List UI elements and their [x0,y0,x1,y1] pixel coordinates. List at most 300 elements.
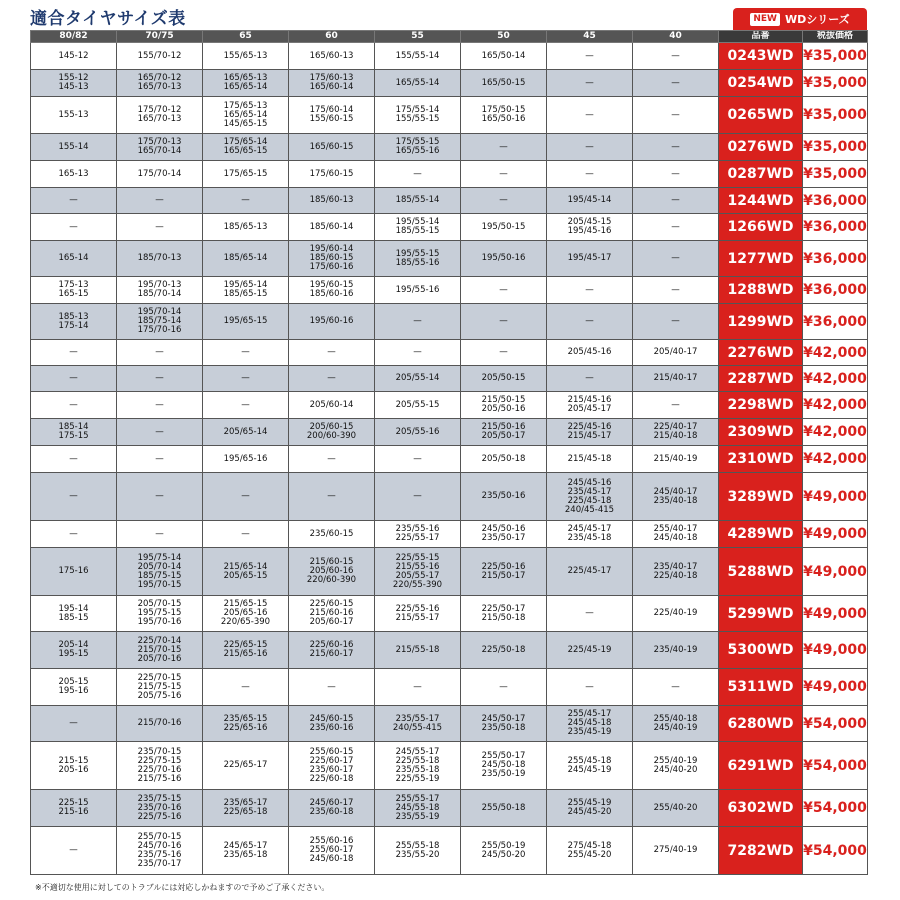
cell-size-80-82 [31,392,117,419]
tire-size-text: 275/45-18 [567,840,612,851]
cell-size-80-82 [31,827,117,875]
cell-size-80-82 [31,596,117,632]
cell-size-80-82 [31,97,117,134]
tire-size-text: 255/60-15 [309,746,354,757]
cell-size-60 [289,97,375,134]
cell-size-50 [461,392,547,419]
cell-size-50 [461,790,547,827]
cell-size-80-82 [31,366,117,392]
tire-size-text: 205/65-14 [223,426,268,437]
cell-size-80-82 [31,241,117,277]
tire-size-text: — [69,221,78,232]
tire-size-text: 225/40-19 [653,608,698,618]
cell-size-60 [289,742,375,790]
tire-size-text: 245/45-19 [567,764,612,775]
tire-size-text: 155/55-14 [395,50,440,61]
header-part-number: 品番 [719,31,803,43]
tire-size-text: 185/55-15 [395,226,440,236]
tire-size-text: 145-12 [58,50,89,61]
tire-size-text: — [499,347,508,357]
cell-size-45 [547,419,633,446]
cell-size-70-75 [117,43,203,70]
tire-size-text: 225/55-17 [395,533,440,543]
tire-size-text: 235/50-19 [481,769,526,779]
price: ¥54,000 [803,742,868,790]
table-row [31,446,868,473]
tire-size-text: — [499,168,508,179]
cell-size-50 [461,473,547,521]
cell-size-45 [547,304,633,340]
table-row [31,241,868,277]
cell-size-80-82 [31,669,117,706]
price: ¥54,000 [803,790,868,827]
tire-size-text: 235/70-16 [137,802,182,813]
tire-size-text: — [241,528,250,539]
tire-size-text: 225/70-14 [137,635,182,646]
cell-size-70-75 [117,392,203,419]
tire-size-text: 215/55-17 [395,612,440,623]
cell-size-65 [203,790,289,827]
cell-size-80-82 [31,161,117,188]
cell-size-45 [547,827,633,875]
tire-size-text: 235/45-18 [567,533,612,543]
cell-size-40 [633,214,719,241]
table-row [31,392,868,419]
tire-size-text: — [69,718,78,728]
cell-size-55 [375,340,461,366]
tire-size-text: 185-15 [58,612,89,623]
cell-size-45 [547,521,633,548]
tire-size-text: 205/50-15 [481,373,526,383]
tire-size-text: 225/55-15 [395,552,440,563]
cell-size-50 [461,241,547,277]
table-row [31,188,868,214]
cell-size-60 [289,790,375,827]
cell-size-65 [203,214,289,241]
cell-size-65 [203,632,289,669]
cell-size-45 [547,790,633,827]
tire-size-text: 205/55-14 [395,373,440,383]
cell-size-50 [461,161,547,188]
price: ¥35,000 [803,43,868,70]
cell-size-65 [203,446,289,473]
table-row [31,596,868,632]
tire-size-text: — [155,453,164,464]
cell-size-70-75 [117,97,203,134]
cell-size-40 [633,632,719,669]
tire-size-text: 245/45-20 [567,807,612,817]
cell-size-55 [375,669,461,706]
tire-size-text: — [585,50,594,61]
tire-size-text: 225/60-18 [309,773,354,784]
cell-size-55 [375,161,461,188]
page-title: 適合タイヤサイズ表 [30,9,186,29]
tire-size-text: 215/65-14 [223,561,268,572]
cell-size-80-82 [31,70,117,97]
cell-size-55 [375,277,461,304]
tire-size-text: 175-16 [58,566,89,576]
cell-size-70-75 [117,790,203,827]
cell-size-65 [203,134,289,161]
tire-size-text: 185/65-15 [223,289,268,299]
tire-size-text: 215-15 [58,755,89,766]
cell-size-55 [375,97,461,134]
tire-size-text: 195/55-16 [395,284,440,295]
cell-size-55 [375,596,461,632]
part-number: 5288WD [719,548,803,596]
cell-size-55 [375,706,461,742]
cell-size-50 [461,43,547,70]
cell-size-50 [461,188,547,214]
tire-size-text: — [413,316,422,326]
tire-size-text: — [69,528,78,539]
cell-size-55 [375,43,461,70]
tire-size-text: 235/45-19 [567,727,612,737]
tire-size-text: — [585,77,594,88]
tire-size-text: 195/65-15 [223,316,268,326]
part-number: 2276WD [719,340,803,366]
cell-size-65 [203,340,289,366]
tire-size-text: 205/70-16 [137,653,182,664]
cell-size-65 [203,304,289,340]
cell-size-45 [547,596,633,632]
tire-size-text: 205/50-17 [481,431,526,441]
tire-size-text: 175-13 [58,280,89,290]
tire-size-text: — [69,491,78,501]
tire-size-text: 175/70-13 [137,137,182,147]
tire-size-text: 225/70-16 [137,764,182,775]
header-aspect-80-82: 80/82 [31,31,117,43]
tire-size-text: — [499,141,508,152]
tire-size-text: 195/70-15 [137,579,182,590]
tire-size-text: 255/40-17 [653,524,698,534]
cell-size-60 [289,43,375,70]
cell-size-55 [375,521,461,548]
tire-size-text: — [327,681,336,692]
tire-size-text: 155-13 [58,109,89,120]
tire-size-text: 255/45-18 [567,755,612,766]
header-aspect-65: 65 [203,31,289,43]
tire-size-text: 205/45-17 [567,404,612,414]
tire-size-text: — [241,373,250,383]
cell-size-55 [375,419,461,446]
tire-size-text: — [585,109,594,120]
header-aspect-45: 45 [547,31,633,43]
tire-size-text: 215/40-19 [653,453,698,464]
price: ¥49,000 [803,473,868,521]
cell-size-80-82 [31,419,117,446]
tire-size-text: 205/50-18 [481,453,526,464]
series-badge [733,8,867,30]
tire-size-text: 255/45-20 [567,849,612,860]
tire-size-text: 205/70-14 [137,561,182,572]
tire-size-text: 215/45-17 [567,431,612,441]
cell-size-40 [633,596,719,632]
tire-size-text: — [671,221,680,232]
cell-size-55 [375,188,461,214]
part-number: 2298WD [719,392,803,419]
part-number: 0243WD [719,43,803,70]
cell-size-70-75 [117,419,203,446]
tire-size-text: 165/65-13 [223,73,268,83]
tire-size-text: 185/70-13 [137,253,182,263]
tire-size-text: 175/55-14 [395,105,440,115]
cell-size-65 [203,521,289,548]
tire-size-text: 225/40-17 [653,422,698,432]
cell-size-65 [203,277,289,304]
tire-size-text: — [585,316,594,326]
part-number: 2309WD [719,419,803,446]
cell-size-50 [461,596,547,632]
tire-size-text: 205/40-17 [653,347,698,357]
tire-size-text: 175-15 [58,431,89,441]
tire-size-text: 165/70-13 [137,82,182,92]
cell-size-40 [633,521,719,548]
tire-size-text: 205/60-14 [309,399,354,410]
tire-size-text: 255/45-19 [567,798,612,808]
price: ¥36,000 [803,214,868,241]
tire-size-text: 245/55-17 [395,746,440,757]
tire-size-text: 175/55-15 [395,137,440,147]
tire-size-text: 235/75-16 [137,849,182,860]
tire-size-text: — [499,284,508,295]
tire-size-text: 195/45-17 [567,253,612,263]
tire-size-text: 255/40-19 [653,755,698,766]
cell-size-60 [289,548,375,596]
tire-size-text: 195/60-15 [309,280,354,290]
cell-size-65 [203,827,289,875]
price: ¥54,000 [803,706,868,742]
tire-size-table [30,30,868,875]
tire-size-text: 245/40-20 [653,764,698,775]
tire-size-text: 235/75-15 [137,793,182,804]
table-row [31,742,868,790]
tire-size-text: 195/75-14 [137,552,182,563]
cell-size-80-82 [31,790,117,827]
tire-size-text: 195-15 [58,649,89,659]
tire-size-text: — [155,221,164,232]
cell-size-50 [461,214,547,241]
tire-size-text: 205/55-15 [395,399,440,410]
cell-size-70-75 [117,632,203,669]
tire-size-text: 225/45-16 [567,422,612,432]
price: ¥49,000 [803,521,868,548]
cell-size-65 [203,473,289,521]
tire-size-text: 245/45-18 [567,718,612,728]
tire-size-text: 165/70-14 [137,146,182,156]
tire-size-text: 225/65-16 [223,722,268,733]
part-number: 5299WD [719,596,803,632]
tire-size-text: — [155,426,164,437]
cell-size-70-75 [117,669,203,706]
tire-size-text: 255/60-16 [309,836,354,846]
tire-size-text: 245/50-17 [481,713,526,724]
cell-size-65 [203,548,289,596]
cell-size-70-75 [117,134,203,161]
tire-size-text: 225/65-17 [223,760,268,770]
part-number: 1288WD [719,277,803,304]
tire-size-text: — [69,453,78,464]
cell-size-40 [633,419,719,446]
tire-size-text: 245/55-18 [395,802,440,813]
tire-size-text: 255/60-17 [309,845,354,855]
cell-size-70-75 [117,473,203,521]
cell-size-55 [375,241,461,277]
tire-size-text: 225/45-18 [567,495,612,506]
tire-size-text: — [585,168,594,179]
tire-size-text: — [327,347,336,357]
table-row [31,706,868,742]
part-number: 0287WD [719,161,803,188]
cell-size-65 [203,669,289,706]
cell-size-60 [289,366,375,392]
part-number: 5311WD [719,669,803,706]
price: ¥36,000 [803,304,868,340]
tire-size-text: — [671,284,680,295]
cell-size-45 [547,742,633,790]
cell-size-45 [547,366,633,392]
tire-size-text: 195/70-13 [137,280,182,290]
cell-size-70-75 [117,596,203,632]
price: ¥36,000 [803,188,868,214]
tire-size-text: — [241,347,250,357]
part-number: 3289WD [719,473,803,521]
tire-size-text: 215/50-17 [481,570,526,581]
tire-size-text: 205/55-16 [395,426,440,437]
price: ¥35,000 [803,134,868,161]
tire-size-text: 255/50-19 [481,840,526,851]
tire-size-text: 275/40-19 [653,845,698,855]
cell-size-40 [633,277,719,304]
cell-size-65 [203,742,289,790]
header-row [31,31,868,43]
tire-size-text: 205/55-17 [395,570,440,581]
tire-size-text: 215/65-15 [223,599,268,609]
tire-size-text: 235/45-17 [567,486,612,497]
tire-size-text: 225-15 [58,798,89,808]
header-aspect-50: 50 [461,31,547,43]
tire-size-text: 185/75-15 [137,570,182,581]
cell-size-80-82 [31,706,117,742]
table-row [31,97,868,134]
tire-size-text: 175/70-14 [137,168,182,179]
tire-size-text: 195/75-15 [137,608,182,618]
tire-size-text: 225/65-18 [223,807,268,817]
tire-size-text: 205/50-16 [481,404,526,414]
cell-size-40 [633,446,719,473]
tire-size-text: — [671,253,680,263]
cell-size-50 [461,277,547,304]
new-badge: NEW [750,13,780,26]
tire-size-text: 165/60-14 [309,82,354,92]
tire-size-text: — [413,453,422,464]
tire-size-text: 245/70-16 [137,840,182,851]
cell-size-40 [633,706,719,742]
cell-size-65 [203,392,289,419]
tire-size-text: — [241,681,250,692]
tire-size-text: 235/40-18 [653,495,698,506]
tire-size-text: 185/65-13 [223,221,268,232]
cell-size-65 [203,706,289,742]
tire-size-text: 165-14 [58,253,89,263]
table-row [31,790,868,827]
cell-size-60 [289,419,375,446]
cell-size-80-82 [31,188,117,214]
cell-size-60 [289,706,375,742]
cell-size-40 [633,790,719,827]
tire-size-text: 255/55-17 [395,793,440,804]
part-number: 6302WD [719,790,803,827]
table-row [31,548,868,596]
tire-size-text: 225/70-15 [137,672,182,683]
cell-size-60 [289,632,375,669]
tire-size-text: 225/65-15 [223,640,268,650]
tire-size-text: 175/60-13 [309,73,354,83]
cell-size-60 [289,596,375,632]
cell-size-50 [461,706,547,742]
cell-size-65 [203,596,289,632]
tire-size-text: 245/50-16 [481,524,526,534]
cell-size-80-82 [31,632,117,669]
cell-size-65 [203,188,289,214]
tire-size-text: 165/60-15 [309,141,354,152]
tire-size-text: 215/45-18 [567,453,612,464]
part-number: 2287WD [719,366,803,392]
table-row [31,827,868,875]
cell-size-55 [375,548,461,596]
cell-size-55 [375,473,461,521]
tire-size-text: 215/50-18 [481,612,526,623]
tire-size-text: — [671,681,680,692]
tire-size-text: 155-12 [58,73,89,83]
tire-size-text: 255/70-15 [137,831,182,842]
cell-size-50 [461,70,547,97]
cell-size-60 [289,669,375,706]
tire-size-text: — [671,168,680,179]
tire-size-text: 185/65-14 [223,253,268,263]
cell-size-65 [203,43,289,70]
tire-size-text: — [671,399,680,410]
part-number: 1277WD [719,241,803,277]
table-row [31,632,868,669]
cell-size-55 [375,446,461,473]
tire-size-text: — [585,141,594,152]
cell-size-50 [461,632,547,669]
cell-size-60 [289,446,375,473]
price: ¥49,000 [803,669,868,706]
tire-size-text: 245/45-16 [567,477,612,488]
table-row [31,161,868,188]
cell-size-70-75 [117,161,203,188]
tire-size-text: 215/60-17 [309,649,354,659]
table-row [31,473,868,521]
tire-size-text: 235/60-17 [309,764,354,775]
cell-size-45 [547,706,633,742]
tire-size-text: 215/75-15 [137,681,182,692]
price: ¥42,000 [803,446,868,473]
tire-size-text: 235/55-16 [395,524,440,534]
table-row [31,304,868,340]
tire-size-text: 220/60-390 [306,575,357,585]
cell-size-45 [547,340,633,366]
cell-size-60 [289,304,375,340]
tire-size-text: — [241,195,250,205]
tire-size-text: 185-13 [58,311,89,322]
tire-size-text: 175/70-16 [137,325,182,335]
part-number: 1299WD [719,304,803,340]
tire-size-text: — [413,681,422,692]
header-aspect-60: 60 [289,31,375,43]
